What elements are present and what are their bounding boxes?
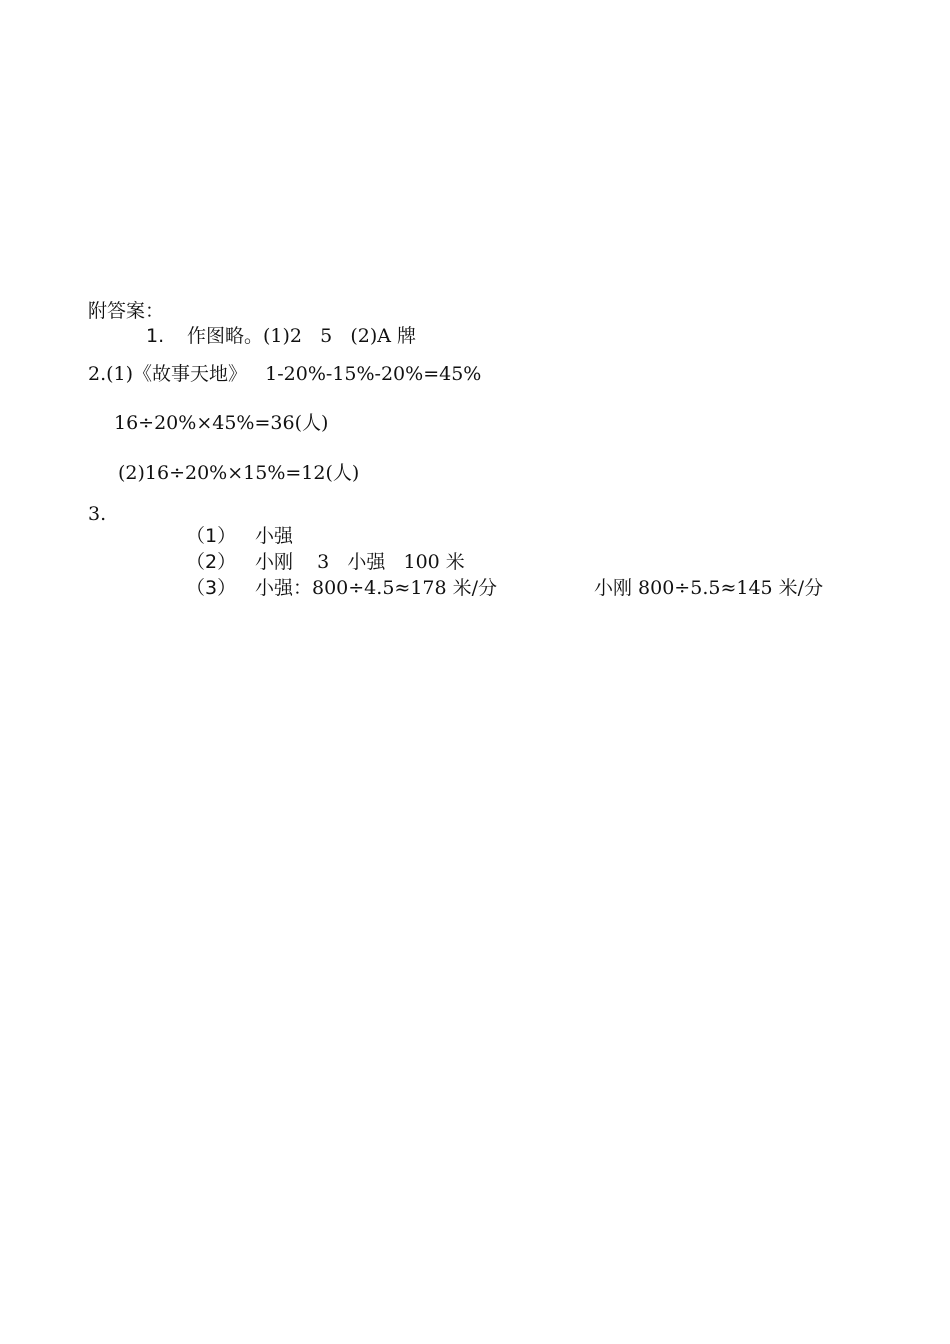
q2-line-2: 16÷20%×45%=36(人) <box>114 412 329 434</box>
q3-item-2-text: 小刚 3 小强 100 米 <box>255 551 465 573</box>
q1-answer-text: 作图略。(1)2 5 (2)A 牌 <box>187 325 417 347</box>
q3-item-3-text: 小强：800÷4.5≈178 米/分 <box>255 577 498 599</box>
q1-number: 1. <box>146 325 165 347</box>
q2-line-1: 2.(1)《故事天地》 1-20%-15%-20%=45% <box>88 363 482 385</box>
q3-item-3-extra: 小刚 800÷5.5≈145 米/分 <box>594 577 824 599</box>
q3-item-2-label: （2） <box>186 551 237 573</box>
q2-line-3: (2)16÷20%×15%=12(人) <box>118 462 360 484</box>
q3-number: 3. <box>88 503 107 525</box>
answers-heading: 附答案： <box>88 300 165 322</box>
q3-item-1-text: 小强 <box>255 525 294 547</box>
q3-item-1-label: （1） <box>186 525 237 547</box>
q3-item-3-label: （3） <box>186 577 237 599</box>
